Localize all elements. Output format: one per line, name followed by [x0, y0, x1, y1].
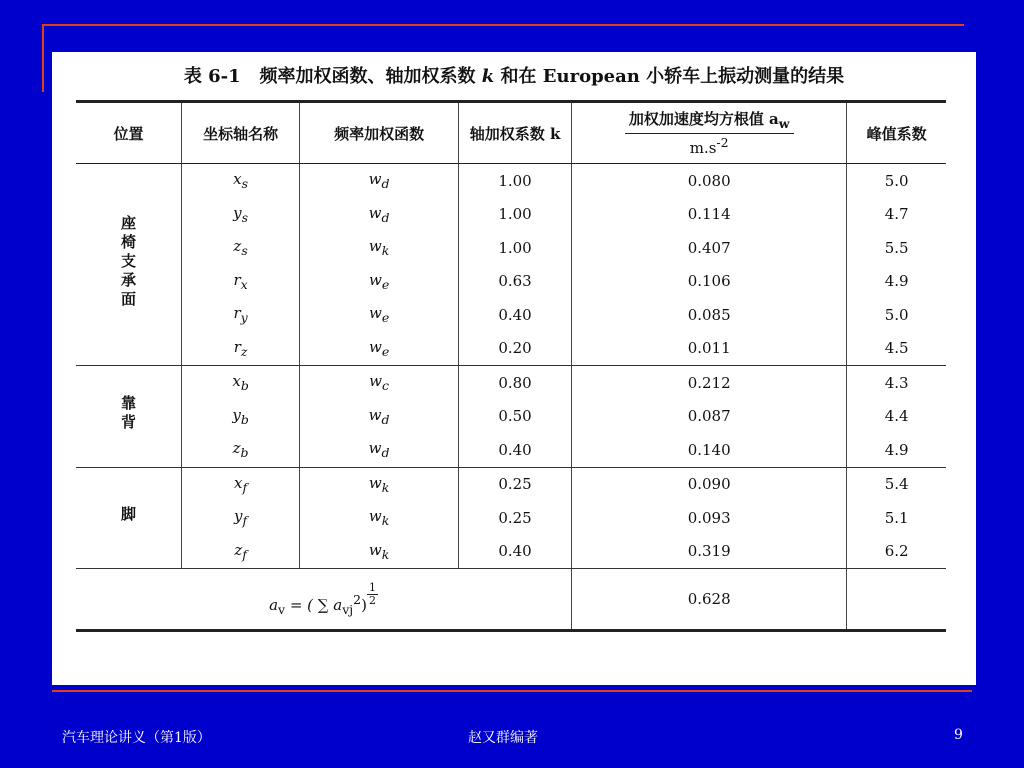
vibration-results-table — [76, 100, 946, 632]
axis-symbol: y — [232, 405, 241, 424]
total-formula — [269, 580, 378, 617]
crest-cell: 5.0 — [884, 171, 909, 190]
factor-cell: 0.50 — [459, 400, 572, 434]
rms-cell: 0.114 — [572, 198, 847, 232]
weighting-symbol: w — [368, 170, 382, 189]
table-title — [52, 62, 976, 88]
weighting-cell — [300, 535, 459, 569]
formula-lhs: a — [269, 595, 279, 614]
rms-cell: 0.140 — [572, 433, 847, 467]
crest-cell: 5.0 — [884, 305, 909, 324]
factor-cell: 0.40 — [459, 433, 572, 467]
crest-cell: 4.5 — [847, 332, 946, 366]
axis-symbol: y — [234, 507, 243, 526]
rms-cell: 0.319 — [572, 535, 847, 569]
rms-cell: 0.212 — [572, 366, 847, 400]
weighting-cell — [300, 164, 459, 198]
table-row — [76, 164, 946, 198]
factor-cell: 1.00 — [459, 198, 572, 232]
axis-symbol: y — [233, 203, 242, 222]
weighting-symbol: w — [368, 237, 382, 256]
formula-close: ) — [361, 595, 367, 614]
axis-cell — [182, 265, 300, 299]
table-row — [76, 366, 946, 400]
crest-cell: 4.3 — [884, 373, 909, 392]
factor-cell: 0.40 — [459, 535, 572, 569]
factor-cell: 0.25 — [459, 501, 572, 535]
weighting-symbol: w — [368, 507, 382, 526]
header-position: 位置 — [76, 102, 182, 164]
weighting-cell — [300, 501, 459, 535]
weighting-symbol: w — [369, 372, 383, 391]
axis-subscript: s — [241, 209, 249, 225]
formula-lhs-sub: v — [278, 601, 286, 617]
axis-cell — [182, 400, 300, 434]
axis-subscript: b — [240, 445, 249, 461]
rms-cell: 0.106 — [572, 265, 847, 299]
axis-subscript: f — [242, 546, 247, 562]
axis-cell — [182, 467, 300, 501]
axis-symbol: z — [234, 540, 243, 559]
weighting-symbol: w — [368, 405, 382, 424]
formula-body-sub: vj — [342, 601, 354, 617]
rms-cell: 0.407 — [572, 231, 847, 265]
axis-symbol: x — [233, 170, 242, 189]
axis-subscript: b — [240, 378, 249, 394]
axis-cell — [182, 298, 300, 332]
weighting-cell — [300, 332, 459, 366]
weighting-cell — [300, 467, 459, 501]
factor-cell: 0.63 — [459, 265, 572, 299]
axis-subscript: f — [242, 513, 248, 529]
position-cell — [76, 164, 182, 366]
table-row — [76, 231, 946, 265]
weighting-symbol: w — [368, 270, 382, 289]
weighting-cell — [300, 298, 459, 332]
rms-cell: 0.011 — [572, 332, 847, 366]
weighting-cell — [300, 400, 459, 434]
table-title-k: k — [481, 66, 495, 87]
axis-cell — [182, 231, 300, 265]
factor-cell: 0.40 — [459, 298, 572, 332]
weighting-subscript: d — [381, 445, 390, 461]
axis-subscript: s — [241, 176, 249, 192]
factor-cell: 0.25 — [459, 467, 572, 501]
weighting-subscript: k — [381, 479, 390, 495]
weighting-subscript: k — [381, 243, 390, 259]
axis-symbol: r — [233, 337, 241, 356]
crest-cell: 4.9 — [847, 433, 946, 467]
axis-subscript: b — [240, 411, 249, 427]
weighting-symbol: w — [368, 203, 382, 222]
header-rms — [572, 102, 847, 164]
weighting-symbol: w — [368, 540, 382, 559]
left-accent-rule — [42, 24, 44, 92]
axis-symbol: z — [233, 237, 242, 256]
weighting-subscript: d — [381, 176, 390, 192]
table-row — [76, 467, 946, 501]
weighting-symbol: w — [368, 473, 382, 492]
table-row — [76, 535, 946, 569]
header-weighting: 频率加权函数 — [300, 102, 459, 164]
table-panel — [52, 52, 976, 685]
footer-course-title: 汽车理论讲义（第1版） — [62, 730, 211, 746]
weighting-subscript: d — [381, 209, 390, 225]
table-row — [76, 198, 946, 232]
weighting-symbol: w — [368, 439, 382, 458]
crest-cell: 6.2 — [847, 535, 946, 569]
total-rms-cell: 0.628 — [572, 569, 847, 631]
weighting-subscript: e — [381, 276, 390, 292]
rms-cell: 0.085 — [572, 298, 847, 332]
total-row — [76, 569, 946, 631]
header-factor: 轴加权系数 k — [459, 102, 572, 164]
formula-exponent — [367, 582, 378, 607]
weighting-symbol: w — [368, 304, 382, 323]
weighting-cell — [300, 198, 459, 232]
weighting-symbol: w — [368, 337, 382, 356]
axis-subscript: x — [240, 276, 248, 292]
axis-symbol: r — [233, 270, 241, 289]
weighting-cell — [300, 231, 459, 265]
crest-cell: 5.1 — [884, 508, 909, 527]
axis-cell — [182, 164, 300, 198]
table-row — [76, 400, 946, 434]
position-cell — [76, 467, 182, 569]
weighting-subscript: e — [381, 310, 390, 326]
weighting-subscript: d — [381, 411, 390, 427]
axis-cell — [182, 433, 300, 467]
factor-cell: 0.20 — [459, 332, 572, 366]
axis-symbol: r — [233, 304, 241, 323]
table-row — [76, 332, 946, 366]
rms-cell: 0.093 — [572, 501, 847, 535]
weighting-subscript: e — [381, 343, 390, 359]
factor-cell: 1.00 — [459, 164, 572, 198]
rms-cell: 0.087 — [572, 400, 847, 434]
table-row — [76, 298, 946, 332]
formula-cell — [76, 569, 572, 631]
weighting-cell — [300, 265, 459, 299]
weighting-subscript: c — [382, 378, 390, 394]
axis-cell — [182, 198, 300, 232]
axis-symbol: z — [232, 439, 241, 458]
table-row — [76, 433, 946, 467]
table-title-suffix: 和在 European 小轿车上振动测量的结果 — [500, 66, 845, 87]
axis-subscript: s — [241, 243, 248, 259]
crest-cell: 4.9 — [884, 272, 909, 291]
crest-cell: 4.7 — [884, 205, 909, 224]
table-row — [76, 501, 946, 535]
formula-exp-num: 1 — [368, 580, 376, 594]
axis-cell — [182, 366, 300, 400]
header-rms-top: 加权加速度均方根值 $a_w$ — [625, 110, 794, 134]
table-body — [76, 164, 946, 631]
rms-cell: 0.090 — [572, 467, 847, 501]
position-label: 座椅支承面 — [119, 215, 137, 310]
position-label: 靠背 — [119, 395, 137, 434]
formula-exp-den: 2 — [368, 593, 376, 607]
position-cell — [76, 366, 182, 468]
axis-symbol: x — [232, 372, 241, 391]
table-title-main: 频率加权函数、轴加权系数 — [259, 66, 476, 87]
header-row — [76, 102, 946, 164]
axis-subscript: f — [242, 479, 248, 495]
axis-cell — [182, 535, 300, 569]
factor-cell: 1.00 — [459, 231, 572, 265]
header-rms-unit: $m.s^{-2}$ — [689, 134, 729, 157]
bottom-accent-rule — [52, 690, 972, 692]
top-accent-rule — [42, 24, 964, 26]
axis-symbol: x — [234, 473, 243, 492]
position-label: 脚 — [119, 506, 137, 526]
total-crest-cell — [847, 569, 946, 631]
crest-cell: 4.4 — [884, 407, 909, 426]
footer-page-number: 9 — [954, 727, 963, 743]
formula-body-sup: 2 — [353, 591, 362, 607]
weighting-cell — [300, 433, 459, 467]
footer-author: 赵又群编著 — [468, 730, 538, 746]
table-title-prefix: 表 6-1 — [183, 66, 241, 87]
weighting-cell — [300, 366, 459, 400]
crest-cell: 5.5 — [884, 238, 909, 257]
axis-cell — [182, 501, 300, 535]
weighting-subscript: k — [381, 513, 390, 529]
weighting-subscript: k — [381, 546, 390, 562]
axis-cell — [182, 332, 300, 366]
rms-cell: 0.080 — [572, 164, 847, 198]
formula-body: = ( ∑ a — [285, 595, 343, 614]
crest-cell: 5.4 — [884, 475, 909, 494]
factor-cell: 0.80 — [459, 366, 572, 400]
header-crest: 峰值系数 — [847, 102, 946, 164]
axis-subscript: z — [240, 343, 248, 359]
table-row — [76, 265, 946, 299]
axis-subscript: y — [240, 310, 248, 326]
header-axis: 坐标轴名称 — [182, 102, 300, 164]
